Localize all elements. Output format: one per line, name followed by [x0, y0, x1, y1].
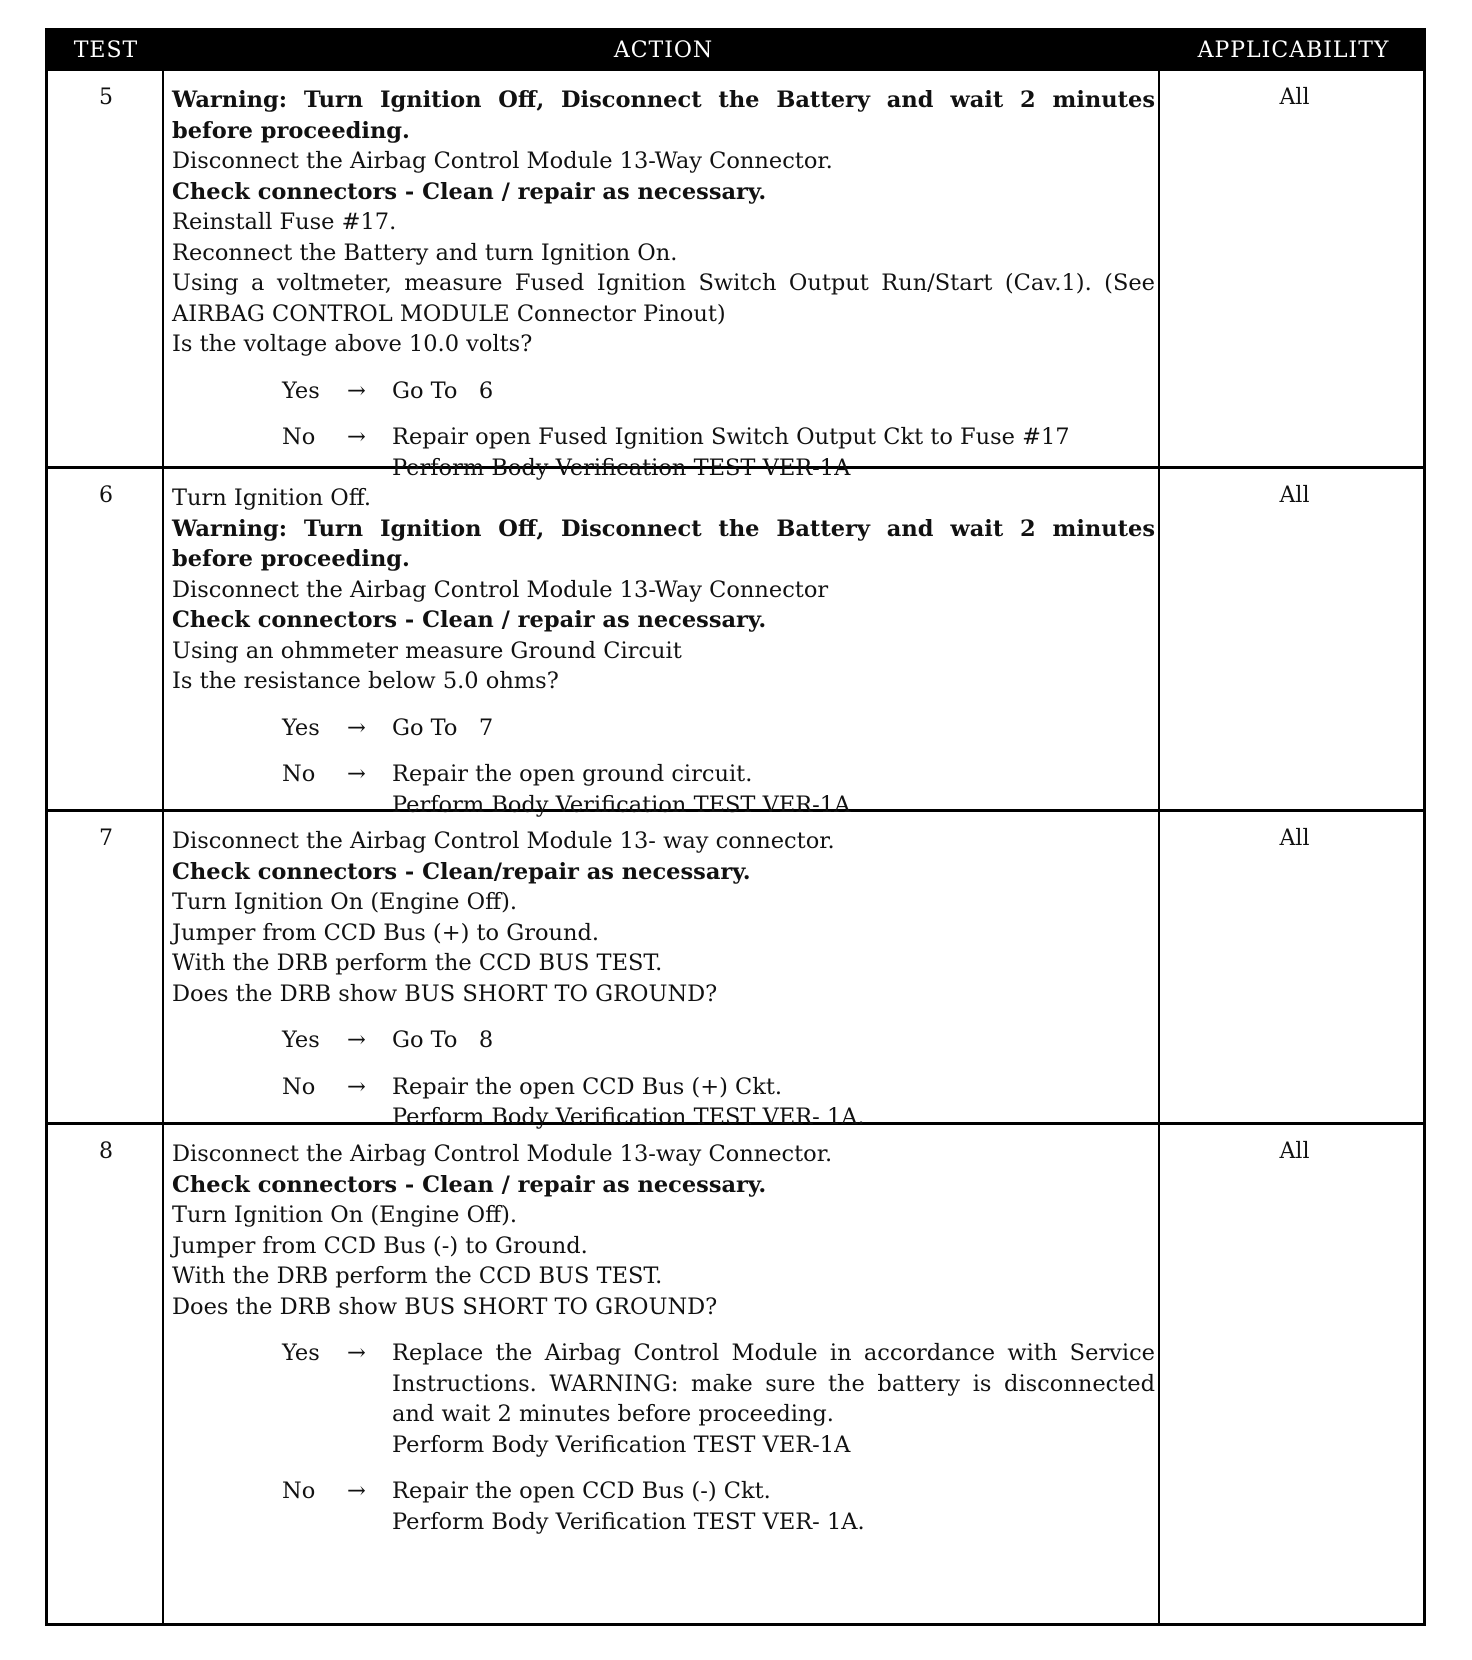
step-text: Jumper from CCD Bus (-) to Ground. [172, 1232, 588, 1259]
yes-branch [172, 713, 1155, 744]
step-text: With the DRB perform the CCD BUS TEST. [172, 950, 663, 976]
yes-result: Perform Body Verification TEST VER-1A [392, 1431, 851, 1458]
step-text: Reconnect the Battery and turn Ignition On. [172, 239, 678, 266]
no-branch [172, 1476, 1155, 1537]
step-text: Disconnect the Airbag Control Module 13- way connector. [172, 828, 835, 854]
arrow-icon: → [347, 377, 366, 404]
action-cell [172, 85, 1155, 483]
table-row [48, 71, 1423, 481]
table-row [48, 469, 1423, 818]
test-number: 7 [99, 826, 113, 851]
applicability-value: All [1279, 826, 1310, 851]
question-text: Is the voltage above 10.0 volts? [172, 331, 533, 357]
test-number: 8 [99, 1139, 113, 1164]
applicability-value: All [1279, 85, 1310, 110]
no-label: No [282, 1478, 316, 1504]
question-text: Is the resistance below 5.0 ohms? [172, 668, 559, 694]
yes-branch [172, 376, 1155, 407]
arrow-icon: → [347, 761, 366, 787]
yes-branch [172, 1025, 1155, 1056]
table-row [48, 812, 1423, 1130]
arrow-icon: → [347, 1340, 366, 1366]
step-text: With the DRB perform the CCD BUS TEST. [172, 1263, 663, 1289]
no-result: Perform Body Verification TEST VER- 1A. [392, 1508, 865, 1535]
arrow-icon: → [347, 714, 366, 741]
warning-text: before proceeding. [172, 546, 410, 572]
applicability-value: All [1279, 1139, 1310, 1164]
step-text: Reinstall Fuse #17. [172, 209, 397, 235]
arrow-icon: → [347, 424, 366, 450]
step-text: Disconnect the Airbag Control Module 13-Way Connector [172, 576, 829, 603]
no-result: Repair the open CCD Bus (-) Ckt. [392, 1478, 771, 1504]
diagnostic-table [45, 28, 1426, 1626]
step-text: Disconnect the Airbag Control Module 13-Way Connector. [172, 148, 833, 174]
warning-text: before proceeding. [172, 117, 410, 144]
step-text: Check connectors - Clean / repair as necessary. [172, 1171, 767, 1198]
yes-label: Yes [282, 1340, 320, 1366]
arrow-icon: → [347, 1478, 366, 1504]
yes-branch [172, 1338, 1155, 1460]
warning-text: Warning: Turn Ignition Off, Disconnect the Battery and wait 2 minutes [172, 87, 1155, 113]
yes-result: Go To 8 [392, 1027, 494, 1053]
question-text: Does the DRB show BUS SHORT TO GROUND? [172, 1293, 718, 1320]
header-action: ACTION [613, 38, 714, 63]
step-text: Using an ohmmeter measure Ground Circuit [172, 637, 682, 664]
action-cell [172, 826, 1155, 1133]
no-result: Repair the open ground circuit. [392, 761, 753, 787]
step-text: Turn Ignition On (Engine Off). [172, 889, 518, 915]
step-text: Check connectors - Clean/repair as necessary. [172, 858, 751, 885]
header-applicability: APPLICABILITY [1197, 38, 1390, 63]
action-cell [172, 483, 1155, 820]
test-number: 5 [99, 85, 113, 110]
no-label: No [282, 1073, 316, 1100]
step-text: Turn Ignition Off. [172, 485, 372, 511]
yes-label: Yes [282, 1027, 320, 1053]
no-result: Perform Body Verification TEST VER-1A [392, 791, 851, 818]
question-text: Does the DRB show BUS SHORT TO GROUND? [172, 980, 718, 1007]
yes-result: Replace the Airbag Control Module in accordance with Service [392, 1340, 1155, 1366]
no-label: No [282, 424, 316, 450]
table-row [48, 1125, 1423, 1623]
test-number: 6 [99, 483, 113, 508]
step-text: Jumper from CCD Bus (+) to Ground. [172, 919, 600, 946]
no-result: Repair the open CCD Bus (+) Ckt. [392, 1073, 783, 1100]
action-cell [172, 1139, 1155, 1537]
arrow-icon: → [347, 1027, 366, 1053]
table-header [48, 31, 1423, 71]
yes-result: Go To 6 [392, 377, 494, 404]
step-text: Turn Ignition On (Engine Off). [172, 1202, 518, 1228]
no-branch [172, 1072, 1155, 1133]
no-result: Repair open Fused Ignition Switch Output Ckt to Fuse #17 [392, 424, 1070, 450]
yes-label: Yes [282, 714, 320, 741]
step-text: AIRBAG CONTROL MODULE Connector Pinout) [172, 300, 726, 327]
step-text: Disconnect the Airbag Control Module 13-way Connector. [172, 1141, 833, 1167]
no-branch [172, 759, 1155, 820]
yes-result: and wait 2 minutes before proceeding. [392, 1401, 834, 1427]
header-test: TEST [73, 38, 139, 63]
step-text: Using a voltmeter, measure Fused Ignition Switch Output Run/Start (Cav.1). (See [172, 270, 1155, 296]
warning-text: Warning: Turn Ignition Off, Disconnect the Battery and wait 2 minutes [172, 515, 1155, 542]
applicability-value: All [1279, 483, 1310, 508]
yes-result: Instructions. WARNING: make sure the battery is disconnected [392, 1370, 1155, 1397]
arrow-icon: → [347, 1073, 366, 1100]
no-label: No [282, 761, 316, 787]
step-text: Check connectors - Clean / repair as necessary. [172, 607, 767, 633]
no-result: Perform Body Verification TEST VER-1A [392, 454, 851, 481]
yes-label: Yes [282, 377, 320, 404]
yes-result: Go To 7 [392, 714, 494, 741]
step-text: Check connectors - Clean / repair as necessary. [172, 178, 767, 205]
no-result: Perform Body Verification TEST VER- 1A. [392, 1104, 865, 1130]
